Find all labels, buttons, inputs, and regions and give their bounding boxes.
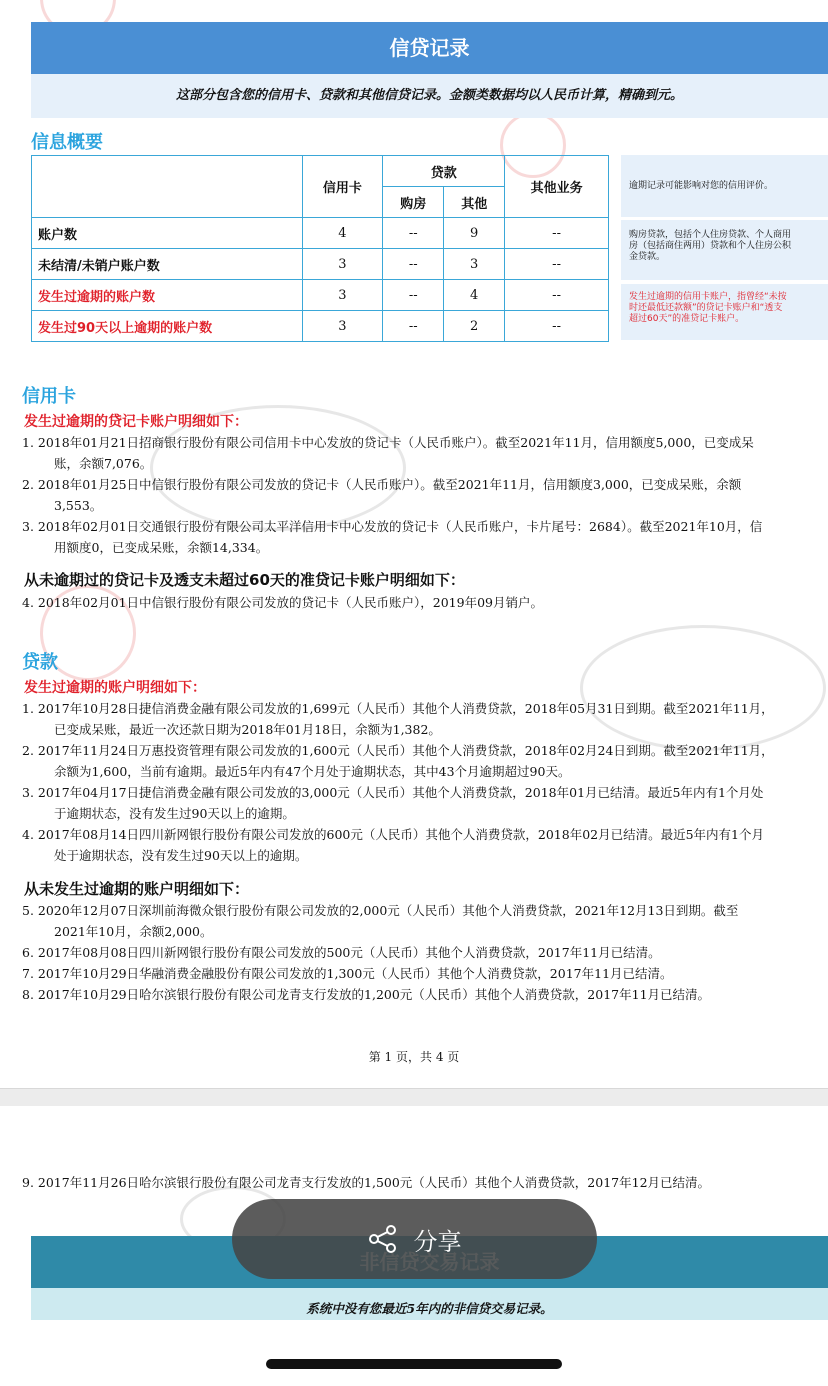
col-other-business: 其他业务 [505,156,609,218]
section-subtitle: 这部分包含您的信用卡、贷款和其他信贷记录。金额类数据均以人民币计算，精确到元。 [31,74,828,118]
summary-note: 购房贷款，包括个人住房贷款、个人商用 房（包括商住两用）贷款和个人住房公积 金贷款。 [621,220,828,280]
col-loan: 贷款 [383,156,505,187]
col-mortgage: 购房 [383,187,444,218]
loan-continued-list [22,1172,828,1193]
col-other: 其他 [444,187,505,218]
cc-clean-list [22,592,828,613]
summary-table [31,155,609,342]
summary-note: 逾期记录可能影响对您的信用评价。 [621,155,828,217]
summary-title: 信息概要 [31,132,103,153]
cc-overdue-heading: 发生过逾期的贷记卡账户明细如下： [24,414,248,430]
list-item: 4. 2018年02月01日中信银行股份有限公司发放的贷记卡（人民币账户），2019年09月销户。 [22,595,543,610]
list-item: 9. 2017年11月26日哈尔滨银行股份有限公司龙青支行发放的1,500元（人民币）其他个人消费贷款，2017年12月已结清。 [22,1175,711,1190]
share-icon [368,1224,398,1254]
loan-overdue-list [22,698,828,866]
share-button[interactable] [232,1199,597,1279]
list-item: 3. 2018年02月01日交通银行股份有限公司太平洋信用卡中心发放的贷记卡（人民币账户，卡片尾号：2684）。截至2021年10月，信 用额度0，已变成呆账，余额14,334。 [22,519,763,555]
credit-card-title: 信用卡 [22,386,76,407]
list-item: 6. 2017年08月08日四川新网银行股份有限公司发放的500元（人民币）其他个人消费贷款，2017年11月已结清。 [22,945,661,960]
loan-clean-heading: 从未发生过逾期的账户明细如下： [24,880,250,898]
loan-overdue-heading: 发生过逾期的账户明细如下： [24,680,206,696]
page-separator [0,1088,828,1108]
list-item: 7. 2017年10月29日华融消费金融股份有限公司发放的1,300元（人民币）其他个人消费贷款，2017年11月已结清。 [22,966,673,981]
share-label: 分享 [413,1227,462,1256]
loans-title: 贷款 [22,652,58,673]
list-item: 5. 2020年12月07日深圳前海微众银行股份有限公司发放的2,000元（人民币）其他个人消费贷款，2021年12月13日到期。截至 2021年10月，余额2,000。 [22,903,739,939]
page-number: 第 1 页，共 4 页 [368,1050,460,1064]
list-item: 3. 2017年04月17日捷信消费金融有限公司发放的3,000元（人民币）其他个人消费贷款，2018年01月已结清。最近5年内有1个月处 于逾期状态，没有发生过90天以上的逾期。 [22,785,764,821]
cc-overdue-list [22,432,828,558]
section-banner-credit-records: 信贷记录 [31,22,828,74]
list-item: 2. 2017年11月24日万惠投资管理有限公司发放的1,600元（人民币）其他个人消费贷款，2018年02月24日到期。截至2021年11月， 余额为1,600，当前有逾期。最近5年内有47个月处于逾期状态，其中43个月逾期超过90天。 [22,743,774,779]
loan-clean-list [22,900,828,1005]
col-credit-card: 信用卡 [302,156,383,218]
list-item: 4. 2017年08月14日四川新网银行股份有限公司发放的600元（人民币）其他个人消费贷款，2018年02月已结清。最近5年内有1个月 处于逾期状态，没有发生过90天以上的逾期。 [22,827,765,863]
table-row: 发生过90天以上逾期的账户数 3 -- 2 -- [32,311,609,342]
table-row: 未结清/未销户账户数 3 -- 3 -- [32,249,609,280]
home-indicator[interactable] [266,1359,562,1369]
table-row: 账户数 4 -- 9 -- [32,218,609,249]
list-item: 1. 2018年01月21日招商银行股份有限公司信用卡中心发放的贷记卡（人民币账户）。截至2021年11月，信用额度5,000，已变成呆 账，余额7,076。 [22,435,754,471]
summary-note: 发生过逾期的信用卡账户，指曾经“未按 时还最低还款额”的贷记卡账户和“透支 超过60天”的准贷记卡账户。 [621,284,828,340]
table-row: 发生过逾期的账户数 3 -- 4 -- [32,280,609,311]
list-item: 1. 2017年10月28日捷信消费金融有限公司发放的1,699元（人民币）其他个人消费贷款，2018年05月31日到期。截至2021年11月， 已变成呆账，最近一次还款日期为2018年01月18日，余额为1,382。 [22,701,774,737]
cc-clean-heading: 从未逾期过的贷记卡及透支未超过60天的准贷记卡账户明细如下： [24,571,465,589]
list-item: 2. 2018年01月25日中信银行股份有限公司发放的贷记卡（人民币账户）。截至2021年11月，信用额度3,000，已变成呆账，余额 3,553。 [22,477,742,513]
non-credit-subtitle: 系统中没有您最近5年内的非信贷交易记录。 [31,1288,828,1320]
list-item: 8. 2017年10月29日哈尔滨银行股份有限公司龙青支行发放的1,200元（人民币）其他个人消费贷款，2017年11月已结清。 [22,987,711,1002]
